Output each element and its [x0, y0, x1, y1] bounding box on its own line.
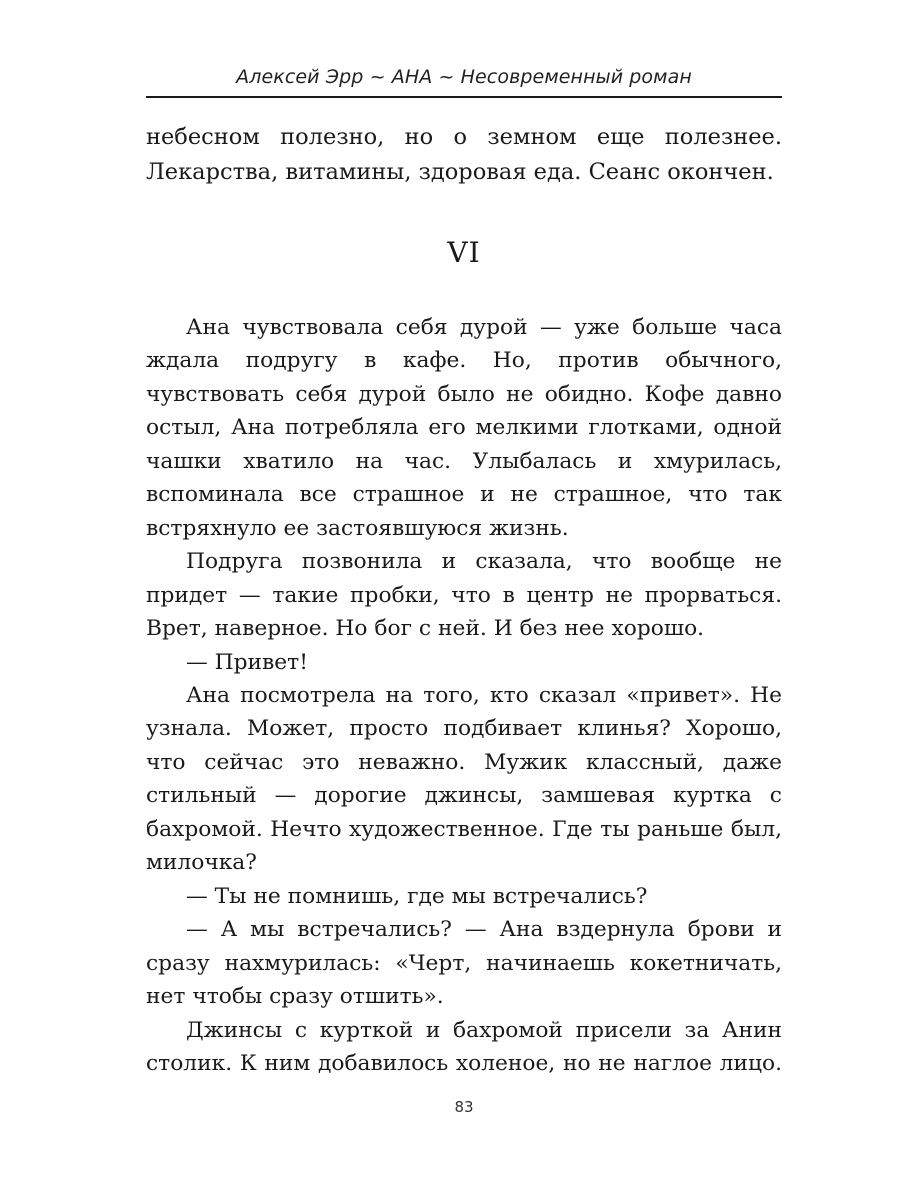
paragraph-4: Ана посмотрела на того, кто сказал «привет». Не узнала. Может, просто подбивает клинья? Хорошо, что сейчас это неважно. Мужик классный, даже стильный — дорогие джинсы, замшевая куртка с бахромой. Нечто художественное. Где ты раньше был, милочка? — [146, 682, 782, 876]
running-head: Алексей Эрр ~ АНА ~ Несовременный роман — [236, 66, 692, 88]
paragraph-1: Ана чувствовала себя дурой — уже больше часа ждала подругу в кафе. Но, против обычного, чувствовать себя дурой было не обидно. Кофе давно остыл, Ана потребляла его мелкими глотками, одной чашки хватило на час. Улыбалась и хмурилась, вспоминала все страшное и не страшное, что так встряхнуло ее застоявшуюся жизнь. — [146, 315, 782, 541]
chapter-body — [146, 311, 782, 1080]
paragraph-3: — Привет! — [186, 649, 308, 675]
paragraph-5: — Ты не помнишь, где мы встречались? — [186, 883, 648, 909]
continuation-paragraph: небесном полезно, но о земном еще полезнее. Лекарства, витамины, здоровая еда. Сеанс окончен. — [146, 124, 782, 185]
paragraph-7: Джинсы с курткой и бахромой присели за Анин столик. К ним добавилось холеное, но не наглое лицо. — [146, 1017, 782, 1076]
chapter-heading: VI — [447, 236, 481, 269]
continuation-block — [146, 120, 782, 189]
paragraph-6: — А мы встречались? — Ана вздернула брови и сразу нахмурилась: «Черт, начинаешь кокетничать, нет чтобы сразу отшить». — [146, 917, 782, 1010]
header-rule — [146, 96, 782, 98]
page-number: 83 — [454, 1098, 474, 1116]
paragraph-2: Подруга позвонила и сказала, что вообще не придет — такие пробки, что в центр не прорваться. Врет, наверное. Но бог с ней. И без нее хорошо. — [146, 549, 782, 642]
